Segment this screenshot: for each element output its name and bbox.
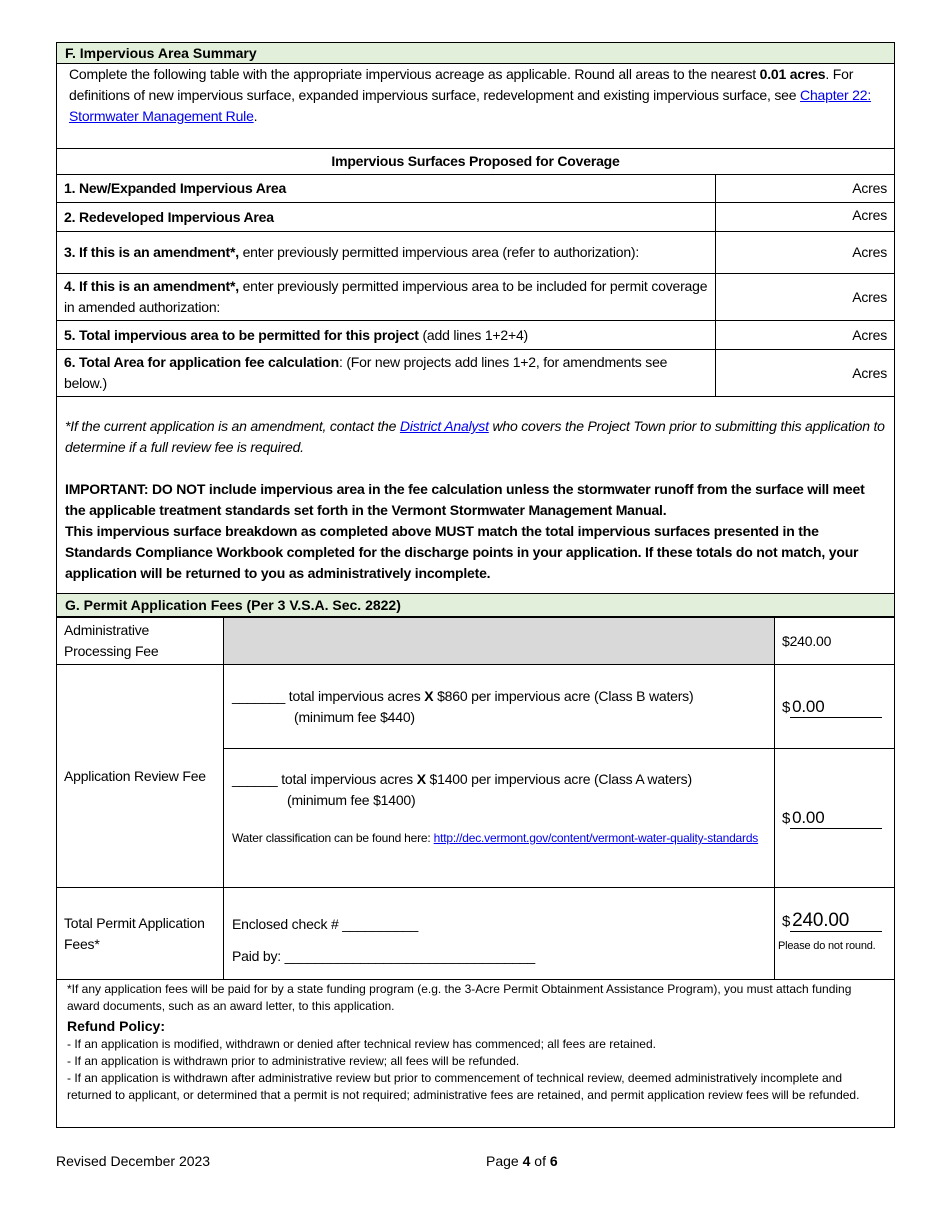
acres-input-1[interactable]: Acres — [716, 175, 895, 203]
total-fee-value: 240.00 — [790, 910, 882, 932]
total-row — [57, 888, 894, 980]
table-row — [57, 321, 894, 350]
classb-min: (minimum fee $440) — [294, 708, 415, 725]
page-prefix: Page — [486, 1153, 523, 1169]
no-round-note: Please do not round. — [778, 940, 876, 952]
district-analyst-link[interactable]: District Analyst — [399, 418, 489, 434]
classb-fee-field[interactable] — [782, 696, 887, 718]
row-label: 1. New/Expanded Impervious Area — [64, 180, 287, 196]
section-f-title: F. Impervious Area Summary — [57, 43, 894, 64]
row-text: enter previously permitted impervious area (refer to authorization): — [238, 244, 640, 260]
section-g — [56, 593, 895, 1128]
row-text: : (For new projects add lines 1+2, for amendments see below.) — [64, 354, 668, 391]
classa-acres-blank[interactable]: ______ — [232, 771, 278, 787]
section-f-intro — [57, 64, 894, 148]
refund-item: - If an application is withdrawn prior to administrative review; all fees will be refunded. — [67, 1054, 520, 1068]
classb-row — [57, 665, 894, 749]
admin-fee-row — [57, 618, 894, 665]
current-page: 4 — [522, 1153, 531, 1169]
check-number-field[interactable]: Enclosed check # __________ — [232, 916, 419, 932]
table-row — [57, 203, 894, 232]
section-g-title: G. Permit Application Fees (Per 3 V.S.A. Sec. 2822) — [57, 594, 894, 617]
table-row — [57, 350, 894, 397]
water-classification — [232, 829, 767, 847]
row-label: 6. Total Area for application fee calculation — [64, 354, 339, 370]
page-of: of — [530, 1153, 550, 1169]
classa-text: total impervious acres — [277, 771, 417, 787]
table-row — [57, 232, 894, 274]
refund-item: - If an application is modified, withdrawn or denied after technical review has commenced; all fees are retained. — [67, 1037, 656, 1051]
note-text: *If the current application is an amendment, contact the — [65, 418, 400, 434]
funding-note: *If any application fees will be paid for by a state funding program (e.g. the 3-Acre Permit Obtainment Assistance Program), you must attach funding award documents, such as an award letter, to this application. — [67, 982, 852, 1013]
water-text: Water classification can be found here: — [232, 831, 434, 845]
fees-table — [57, 617, 894, 980]
water-standards-link[interactable]: http://dec.vermont.gov/content/vermont-water-quality-standards — [433, 831, 759, 845]
row-label: 5. Total impervious area to be permitted for this project — [64, 326, 419, 343]
table-header: Impervious Surfaces Proposed for Coverage — [57, 149, 894, 175]
classa-rate: $1400 per impervious acre (Class A waters) — [425, 771, 692, 787]
row-label: 4. If this is an amendment*, — [64, 278, 239, 294]
total-label: Total Permit Application Fees* — [57, 888, 224, 980]
classb-acres-blank[interactable]: _______ — [232, 687, 286, 704]
dollar-sign: $ — [782, 810, 791, 827]
refund-title: Refund Policy: — [67, 1018, 166, 1034]
acres-input-5[interactable]: Acres — [716, 321, 895, 350]
chapter-22-link[interactable]: Chapter 22: Stormwater Management Rule — [69, 87, 872, 124]
acres-input-3[interactable]: Acres — [716, 232, 895, 274]
classb-text: total impervious acres — [285, 687, 425, 704]
revised-date: Revised December 2023 — [56, 1153, 211, 1169]
important-1: IMPORTANT: DO NOT include impervious area in the fee calculation unless the stormwater runoff from the surface will meet the applicable treatment standards set forth in the Vermont Stormwater Management Manual. — [65, 481, 865, 518]
section-f — [56, 42, 895, 594]
total-pages: 6 — [549, 1153, 558, 1169]
acres-input-6[interactable]: Acres — [716, 350, 895, 397]
intro-end: . — [253, 108, 258, 124]
amendment-note — [57, 397, 894, 458]
classa-min: (minimum fee $1400) — [287, 792, 416, 808]
row-text: enter previously permitted impervious area to be included for permit coverage in amended authorization: — [64, 278, 708, 315]
page-number — [486, 1153, 558, 1169]
refund-item: - If an application is withdrawn after administrative review but prior to commencement of technical review, deemed administratively incomplete and returned to applicant, or determined that a permit is not required; administrative fees are retained, and permit application review fees will be refunded. — [67, 1071, 860, 1102]
classb-rate: $860 per impervious acre (Class B waters) — [433, 687, 694, 704]
classa-fee-value: 0.00 — [790, 807, 882, 829]
classa-fee-field[interactable] — [782, 807, 887, 829]
acres-input-4[interactable]: Acres — [716, 274, 895, 321]
admin-fee-label: Administrative Processing Fee — [57, 618, 224, 665]
dollar-sign: $ — [782, 698, 791, 716]
paid-by-field[interactable]: Paid by: _________________________________ — [232, 948, 536, 964]
note-text-2: who covers the Project Town prior to submitting this application to determine if a full review fee is required. — [65, 418, 885, 455]
intro-bold: 0.01 acres — [759, 66, 826, 82]
intro-text-2: . For definitions of new impervious surface, expanded impervious surface, redevelopment and existing impervious surface, see — [69, 66, 854, 103]
dollar-sign: $ — [782, 913, 791, 930]
classb-fee-value: 0.00 — [790, 696, 882, 718]
admin-fee-shaded — [224, 618, 775, 665]
intro-text: Complete the following table with the appropriate impervious acreage as applicable. Round all areas to the nearest — [69, 66, 760, 82]
review-fee-label: Application Review Fee — [57, 665, 224, 888]
refund-list — [57, 1036, 894, 1104]
row-text: (add lines 1+2+4) — [418, 326, 529, 343]
important-2: This impervious surface breakdown as completed above MUST match the total impervious surfaces presented in the Standards Compliance Workbook completed for the discharge points in your application. If these totals do not match, your application will be returned to you as administratively incomplete. — [65, 523, 859, 581]
table-row — [57, 175, 894, 203]
impervious-table — [57, 148, 894, 397]
multiply-x: X — [424, 687, 434, 704]
admin-fee-value: $240.00 — [775, 618, 895, 665]
important-note — [57, 458, 894, 584]
total-fee-field[interactable] — [778, 910, 891, 932]
row-label: 3. If this is an amendment*, — [64, 244, 239, 260]
multiply-x: X — [416, 771, 426, 787]
table-row — [57, 274, 894, 321]
row-label: 2. Redeveloped Impervious Area — [64, 208, 274, 225]
acres-input-2[interactable]: Acres — [716, 203, 895, 232]
